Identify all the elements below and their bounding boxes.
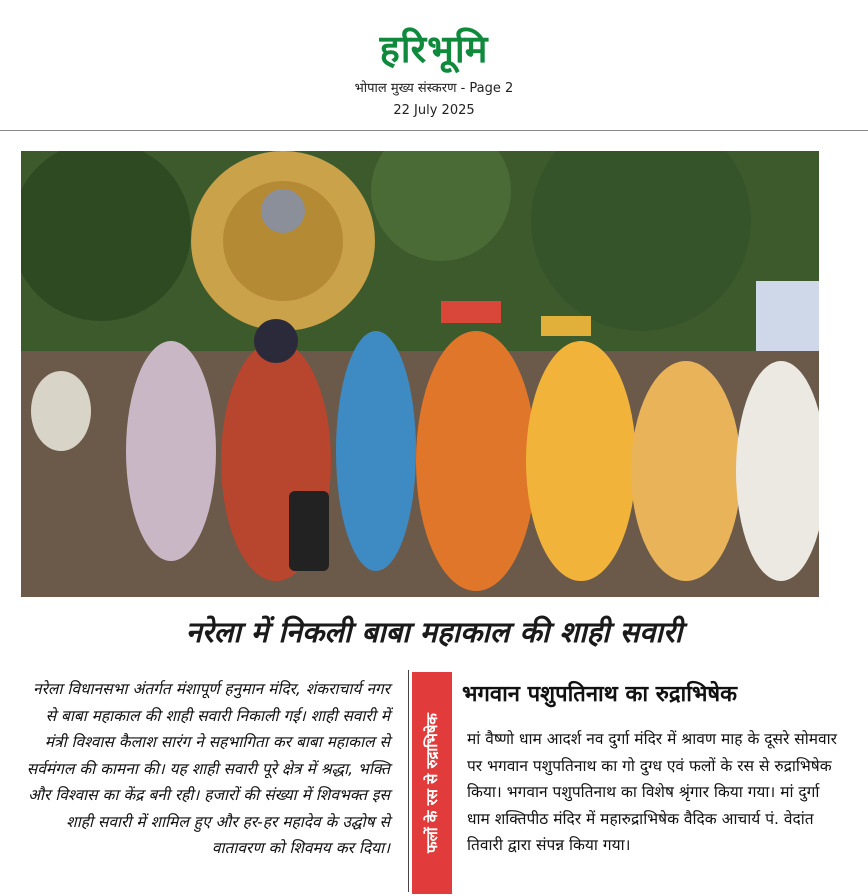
side-article-headline: भगवान पशुपतिनाथ का रुद्राभिषेक [462,682,738,707]
header-divider [0,130,868,131]
side-article-body: मां वैष्णो धाम आदर्श नव दुर्गा मंदिर में श्रावण माह के दूसरे सोमवार पर भगवान पशुपतिनाथ का गो दुग्ध एवं फलों के रस से रुद्राभिषेक किया। भगवान पशुपतिनाथ का विशेष श्रृंगार किया गया। मां दुर्गा धाम शक्तिपीठ मंदिर में महारुद्राभिषेक वैदिक आचार्य पं. वेदांत तिवारी द्वारा संपन्न किया गया। [467,730,837,854]
masthead [0,0,868,130]
edition-label: भोपाल मुख्य संस्करण - Page 2 [354,81,514,96]
article-body: नरेला विधानसभा अंतर्गत मंशापूर्ण हनुमान मंदिर, शंकराचार्य नगर से बाबा महाकाल की शाही सवारी निकाली गई। शाही सवारी में मंत्री विश्वास कैलाश सारंग ने सहभागिता कर बाबा महाकाल से सर्वमंगल की कामना की। यह शाही सवारी पूरे क्षेत्र में श्रद्धा, भक्ति और विश्वास का केंद्र बनी रही। हजारों की संख्या में शिवभक्त इस शाही सवारी में शामिल हुए और हर-हर महादेव के उद्घोष से वातावरण को शिवमय कर दिया। [26,680,390,857]
article-headline: नरेला में निकली बाबा महाकाल की शाही सवारी [185,615,683,649]
column-divider [408,670,409,892]
side-article-tag [412,672,452,894]
side-article-tag-label: फलों के रस से रुद्राभिषेक [423,713,441,853]
news-photo [21,151,819,597]
newspaper-logo: हरिभूमि [379,27,489,71]
edition-date: 22 July 2025 [393,103,475,118]
